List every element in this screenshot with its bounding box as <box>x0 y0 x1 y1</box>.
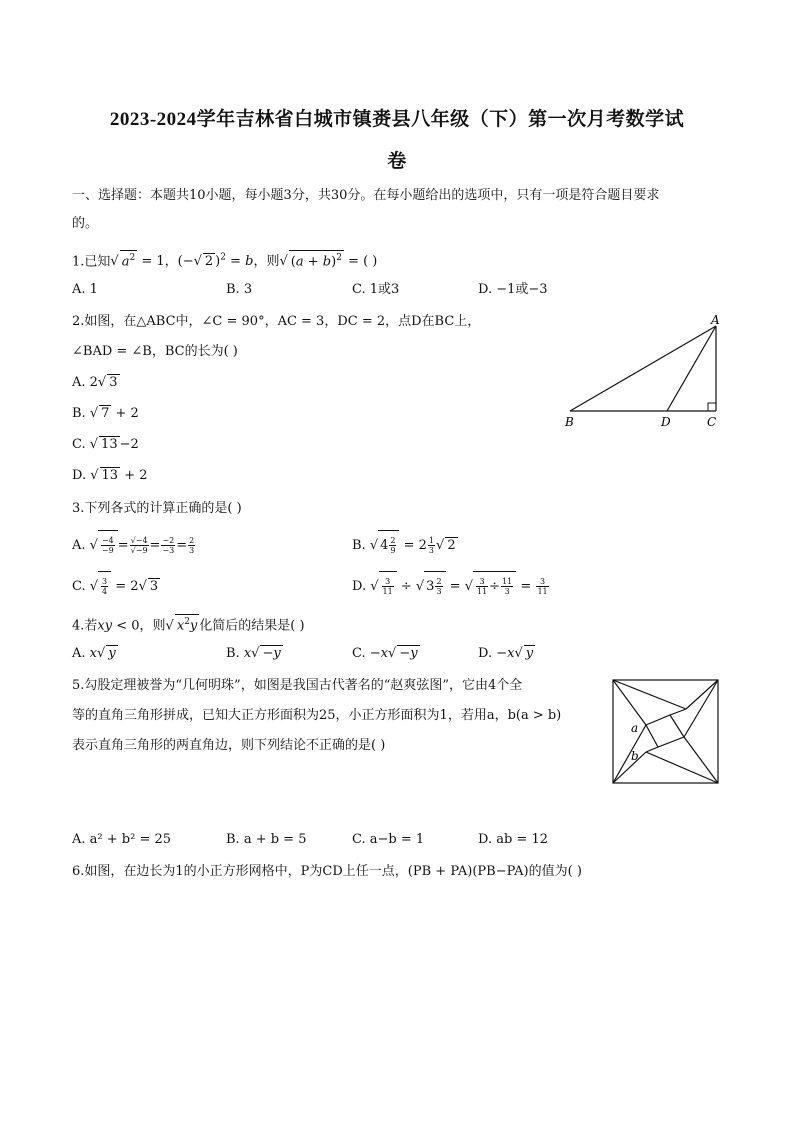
question-5-stem-cont: 等的直角三角形拼成，已知大正方形面积为25，小正方形面积为1，若用a，b(a > b) <box>72 708 562 723</box>
option-label: A. <box>72 538 86 553</box>
paper-title-line1: 2023-2024学年吉林省白城市镇赉县八年级（下）第一次月考数学试 <box>109 109 685 130</box>
vertex-d-label: D <box>661 415 671 429</box>
question-1-option-c[interactable]: C. 1或3 <box>352 282 400 297</box>
question-4-stem: 4.若xy < 0，则√ $x^2y$ 化简后的结果是( ) <box>72 614 305 635</box>
option-label: D. <box>72 468 87 483</box>
question-4-prefix: 4.若 <box>72 618 98 634</box>
paper-title-line2: 卷 <box>387 151 407 172</box>
question-2-stem-cont: ∠BAD = ∠B，BC的长为( ) <box>72 344 238 359</box>
option-label: B. <box>352 538 366 553</box>
question-3-option-d[interactable]: D. √ $\frac{3}{11}$ ÷ √ 3 $\frac{2}{3}$ = √ $\frac{3}{11}$ ÷ $\frac{11}{3}$ = $\frac{3}{11}$ <box>352 571 550 601</box>
question-4-suffix: 化简后的结果是( ) <box>199 618 305 634</box>
question-1-option-b[interactable]: B. 3 <box>226 282 253 297</box>
question-1-option-a[interactable]: A. 1 <box>72 282 98 297</box>
question-5-option-a[interactable]: A. a² + b² = 25 <box>72 832 172 847</box>
question-5-zhao-shuang-figure <box>612 679 720 785</box>
option-label: D. <box>352 579 367 594</box>
vertex-c-label: C <box>707 415 717 429</box>
question-3-option-c[interactable]: C. √ $\frac{3}{4}$ = 2√ 3 <box>72 571 160 601</box>
question-2-triangle-figure <box>555 310 730 435</box>
question-4-option-c[interactable]: C. −x√ −y <box>352 646 418 661</box>
question-3-option-a[interactable]: A. √ $\frac{-4}{-9}$ = $\frac{√-4}{√-9}$ = $\frac{-2}{-3}$ = $\frac{2}{3}$ <box>72 530 196 560</box>
section-heading-cont: 的。 <box>72 216 99 231</box>
question-5-stem-cont2: 表示直角三角形的两直角边，则下列结论不正确的是( ) <box>72 738 386 753</box>
question-3-option-b[interactable]: B. √ 4 $\frac{2}{9}$ = 2 $\frac{1}{3}$ √ 2 <box>352 530 458 560</box>
option-label: C. <box>72 437 86 452</box>
vertex-b-label: B <box>565 415 574 429</box>
question-2-stem: 2.如图，在△ABC中，∠C = 90°，AC = 3，DC = 2，点D在BC上， <box>72 314 481 329</box>
question-5-stem: 5.勾股定理被誉为“几何明珠”，如图是我国古代著名的“赵爽弦图”，它由4个全 <box>72 678 523 693</box>
question-4-option-d[interactable]: D. −x√ y <box>478 646 534 661</box>
side-a-label: a <box>631 721 639 735</box>
question-4-option-b[interactable]: B. x√ −y <box>226 646 281 661</box>
question-1-prefix: 1.已知 <box>72 254 111 270</box>
side-b-label: b <box>631 749 639 763</box>
vertex-a-label: A <box>711 313 720 327</box>
question-1-formula: √ $a^2 = 1$，(−√ 2 )$^2$ = b，则√ $(a + b)^2$ = ( ) <box>110 254 377 269</box>
question-2-option-b[interactable]: B. √ 7 + 2 <box>72 406 139 421</box>
option-label: B. <box>72 406 86 421</box>
question-1-option-d[interactable]: D. −1或−3 <box>478 282 548 297</box>
question-5-option-d[interactable]: D. ab = 12 <box>478 832 548 847</box>
option-label: D. <box>478 646 493 661</box>
option-label: C. <box>352 646 366 661</box>
question-6-stem: 6.如图，在边长为1的小正方形网格中，P为CD上任一点，(PB + PA)(PB−PA)的值为( ) <box>72 864 582 879</box>
question-5-option-c[interactable]: C. a−b = 1 <box>352 832 425 847</box>
question-2-option-a[interactable]: A. 2√ 3 <box>72 375 118 390</box>
question-1-stem <box>72 249 377 271</box>
section-heading: 一、选择题：本题共10小题，每小题3分，共30分。在每小题给出的选项中，只有一项是符合题目要求 <box>72 188 660 203</box>
option-label: A. <box>72 646 86 661</box>
option-label: A. <box>72 375 86 390</box>
question-2-option-c[interactable]: C. √ 13 −2 <box>72 437 139 452</box>
option-label: C. <box>72 579 86 594</box>
option-label: B. <box>226 646 240 661</box>
question-4-mid: ，则 <box>139 618 166 634</box>
question-3-stem: 3.下列各式的计算正确的是( ) <box>72 501 242 516</box>
question-2-option-d[interactable]: D. √ 13 + 2 <box>72 468 148 483</box>
question-5-option-b[interactable]: B. a + b = 5 <box>226 832 307 847</box>
question-4-option-a[interactable]: A. x√ y <box>72 646 116 661</box>
